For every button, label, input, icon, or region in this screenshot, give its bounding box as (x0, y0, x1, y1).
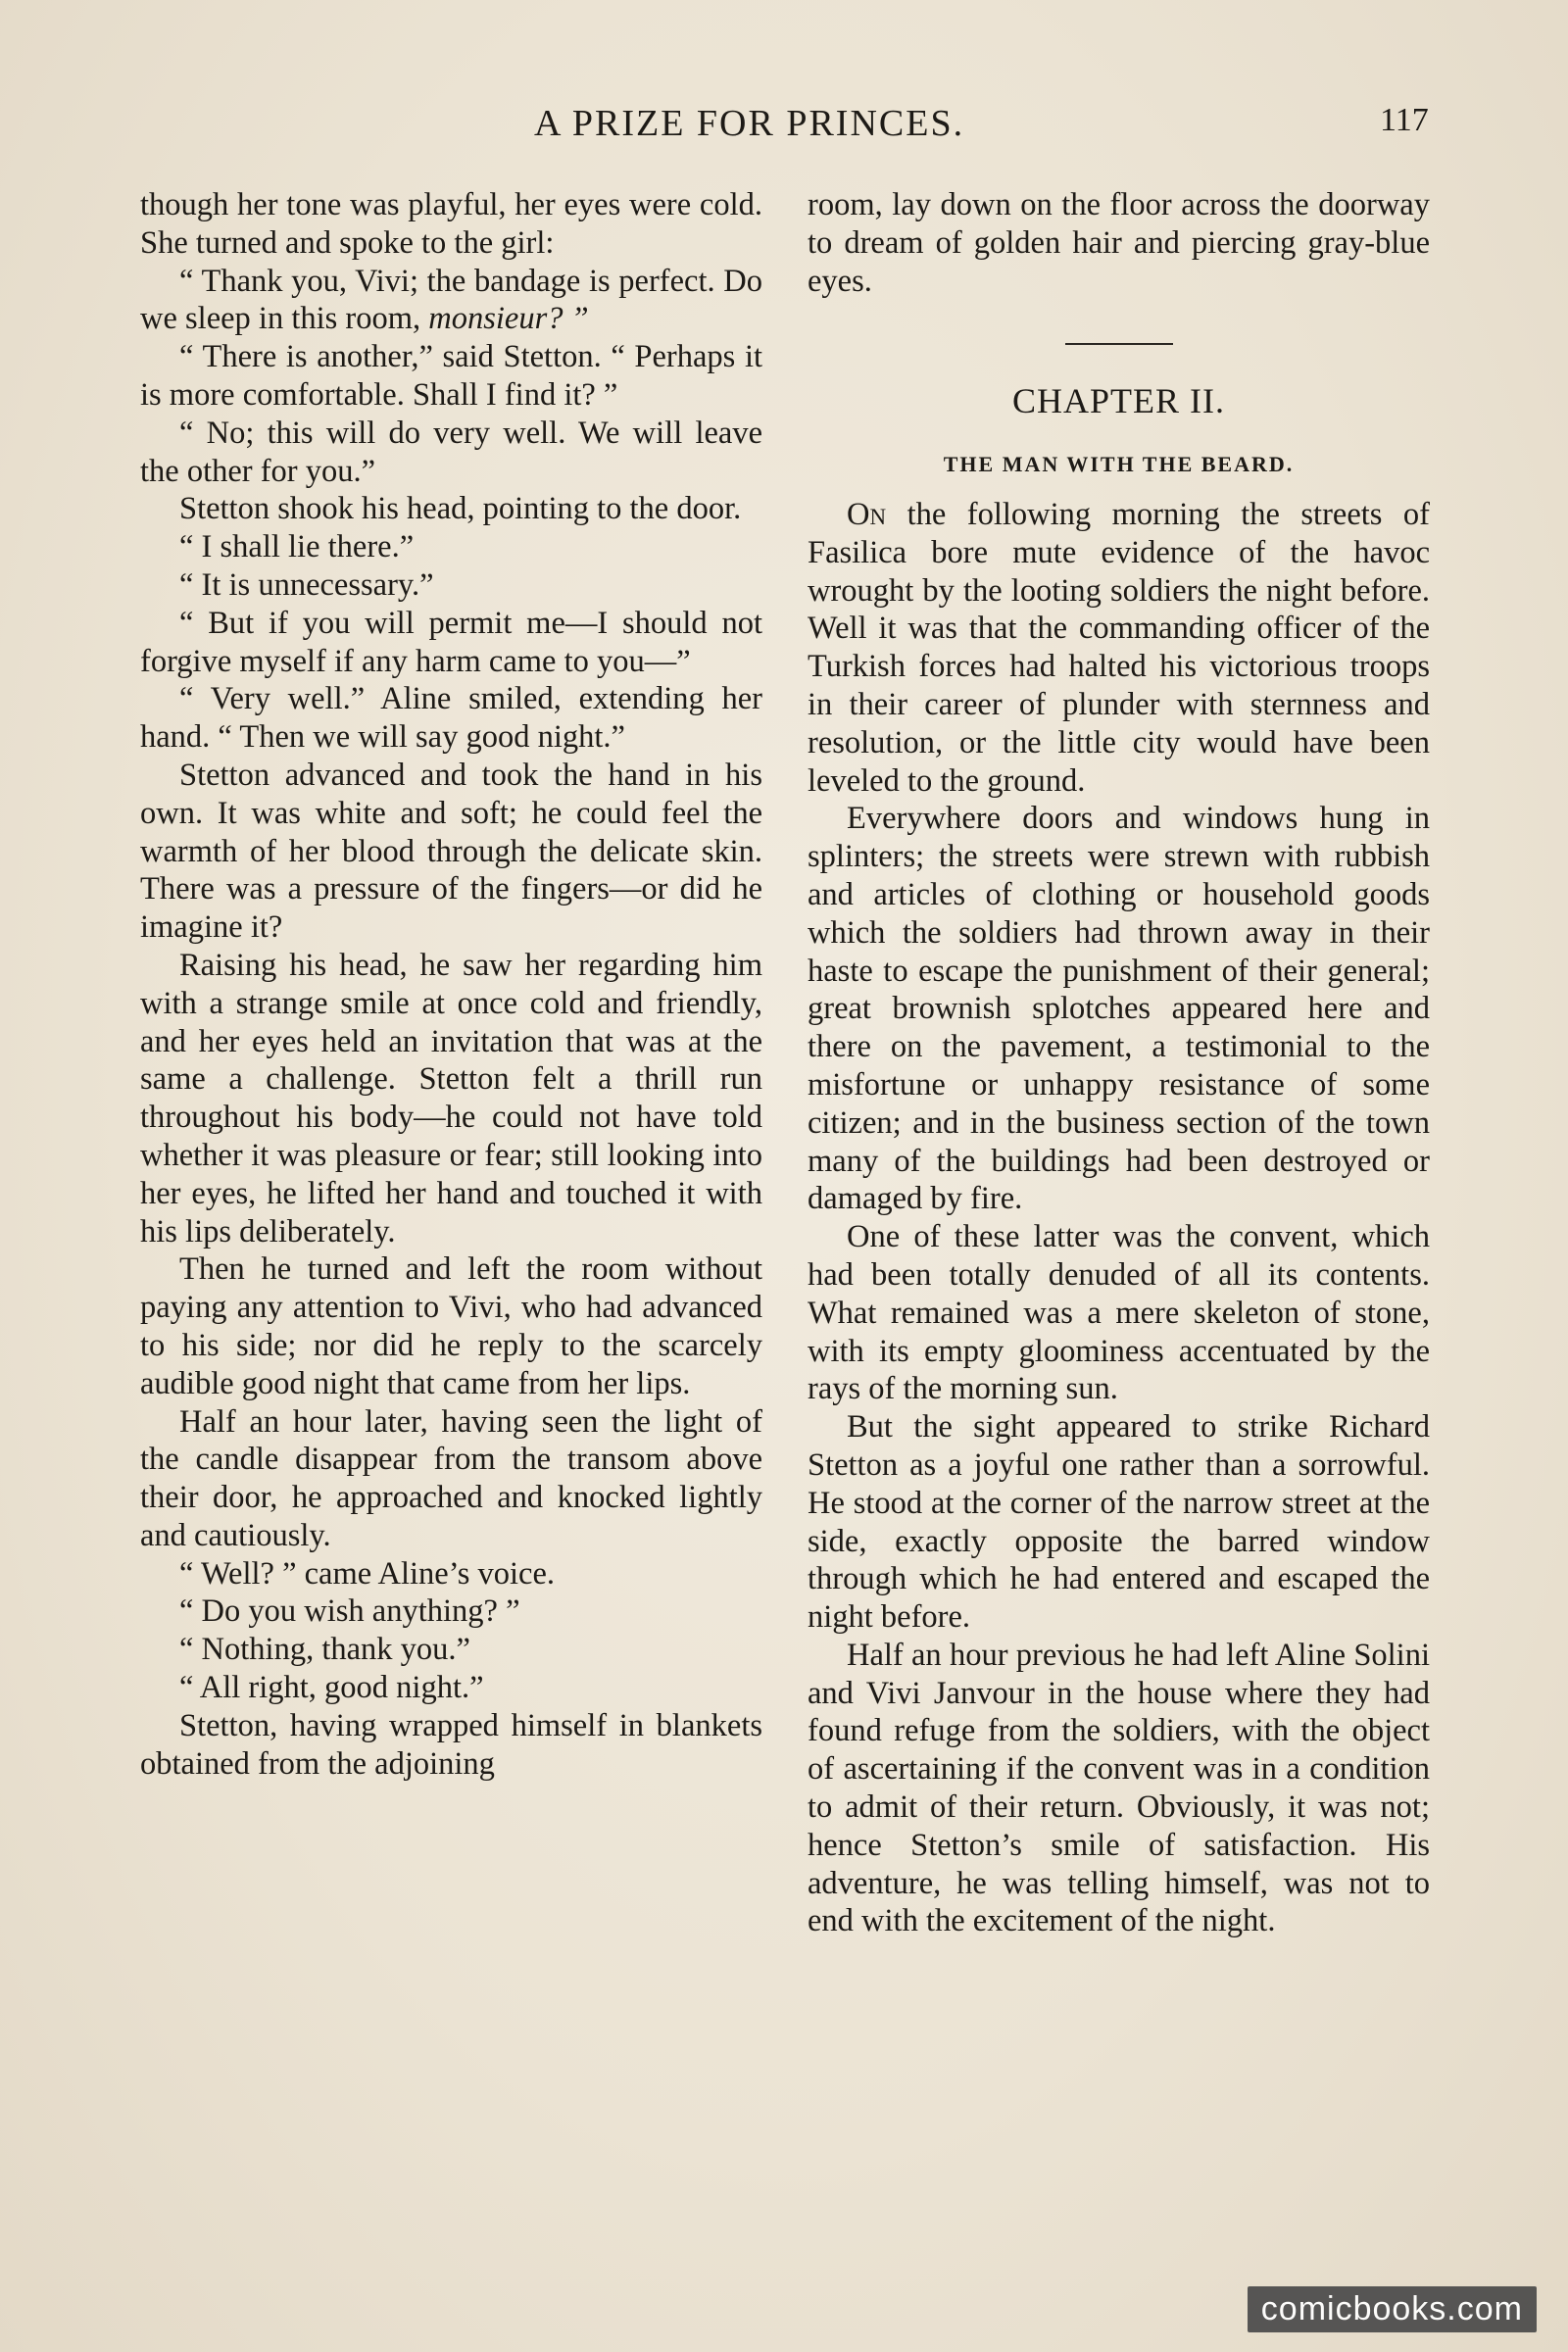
paragraph: Stetton shook his head, pointing to the door. (179, 491, 742, 527)
paragraph-text: the following morning the streets of Fasilica bore mute evidence of the havoc wrought by the looting soldiers the night before. Well it was that the commanding officer of the Turkish forces had halted his victorious troops in their career of plunder with sternness and resolution, or the little city would have been leveled to the ground. (808, 496, 1430, 799)
paragraph: “ All right, good night.” (179, 1670, 484, 1706)
running-head (0, 102, 1568, 151)
paragraph: Stetton, having wrapped himself in blankets obtained from the adjoining (140, 1707, 762, 1782)
paragraph: “ It is unnecessary.” (179, 566, 434, 603)
chapter-title: CHAPTER II. (1012, 381, 1225, 421)
paragraph: “ Do you wish anything? ” (179, 1593, 520, 1630)
left-column (140, 186, 762, 1783)
paragraph-text: “ Thank you, Vivi; the bandage is perfect. Do we sleep in this room, (140, 263, 762, 337)
paragraph: Then he turned and left the room without paying any attention to Vivi, who had advanced to his side; nor did he reply to the scarcely audible good night that came from her lips. (140, 1251, 762, 1401)
watermark: comicbooks.com (1248, 2286, 1537, 2332)
paragraph: Stetton advanced and took the hand in his own. It was white and soft; he could feel the warmth of her blood through the delicate skin. There was a pressure of the fingers—or did he imagine it? (140, 757, 762, 946)
paragraph: Half an hour later, having seen the light of the candle disappear from the transom above their door, he approached and knocked lightly and cautiously. (140, 1403, 762, 1553)
paragraph: though her tone was playful, her eyes were cold. She turned and spoke to the girl: (140, 187, 762, 261)
paragraph: But the sight appeared to strike Richard Stetton as a joyful one rather than a sorrowful. He stood at the corner of the narrow street at the side, exactly opposite the barred window through which he had entered and escaped the night before. (808, 1409, 1430, 1636)
paragraph: “ No; this will do very well. We will leave the other for you.” (140, 415, 762, 489)
italic-text: monsieur? ” (428, 301, 589, 337)
page-number: 117 (1380, 102, 1429, 138)
drop-lead: On (847, 496, 887, 532)
paragraph: “ Very well.” Aline smiled, extending her hand. “ Then we will say good night.” (140, 681, 762, 756)
paragraph: “ Nothing, thank you.” (179, 1632, 470, 1668)
paragraph: “ There is another,” said Stetton. “ Perhaps it is more comfortable. Shall I find it? ” (140, 339, 762, 413)
paragraph: Half an hour previous he had left Aline Solini and Vivi Janvour in the house where they had found refuge from the soldiers, with the object of ascertaining if the convent was in a condition to admit of their return. Obviously, it was not; hence Stetton’s smile of satisfaction. His adventure, he was telling himself, was not to end with the excitement of the night. (808, 1637, 1430, 1939)
right-column (808, 186, 1430, 1940)
paragraph: “ But if you will permit me—I should not forgive myself if any harm came to you—” (140, 605, 762, 679)
section-divider (1065, 343, 1173, 345)
paragraph: Everywhere doors and windows hung in splinters; the streets were strewn with rubbish and articles of clothing or household goods which the soldiers had thrown away in their haste to escape the punishment of their general; great brownish splotches appeared here and there on the pavement, a testimonial to the misfortune or unhappy resistance of some citizen; and in the business section of the town many of the buildings had been destroyed or damaged by fire. (808, 801, 1430, 1217)
paragraph (808, 496, 1430, 800)
paragraph: One of these latter was the convent, which had been totally denuded of all its contents. What remained was a mere skeleton of stone, with its empty gloominess accentuated by the rays of the morning sun. (808, 1219, 1430, 1407)
paragraph: Raising his head, he saw her regarding him with a strange smile at once cold and friendly, and her eyes held an invitation that was at the same a challenge. Stetton felt a thrill run throughout his body—he could not have told whether it was pleasure or fear; still looking into her eyes, he lifted her hand and touched it with his lips deliberately. (140, 947, 762, 1250)
running-title: A PRIZE FOR PRINCES. (534, 103, 965, 144)
paragraph: “ I shall lie there.” (179, 529, 415, 565)
chapter-subtitle: THE MAN WITH THE BEARD. (943, 452, 1295, 477)
paragraph: room, lay down on the floor across the doorway to dream of golden hair and piercing gray-blue eyes. (808, 187, 1430, 299)
paragraph (140, 263, 762, 339)
paragraph: “ Well? ” came Aline’s voice. (179, 1555, 556, 1592)
